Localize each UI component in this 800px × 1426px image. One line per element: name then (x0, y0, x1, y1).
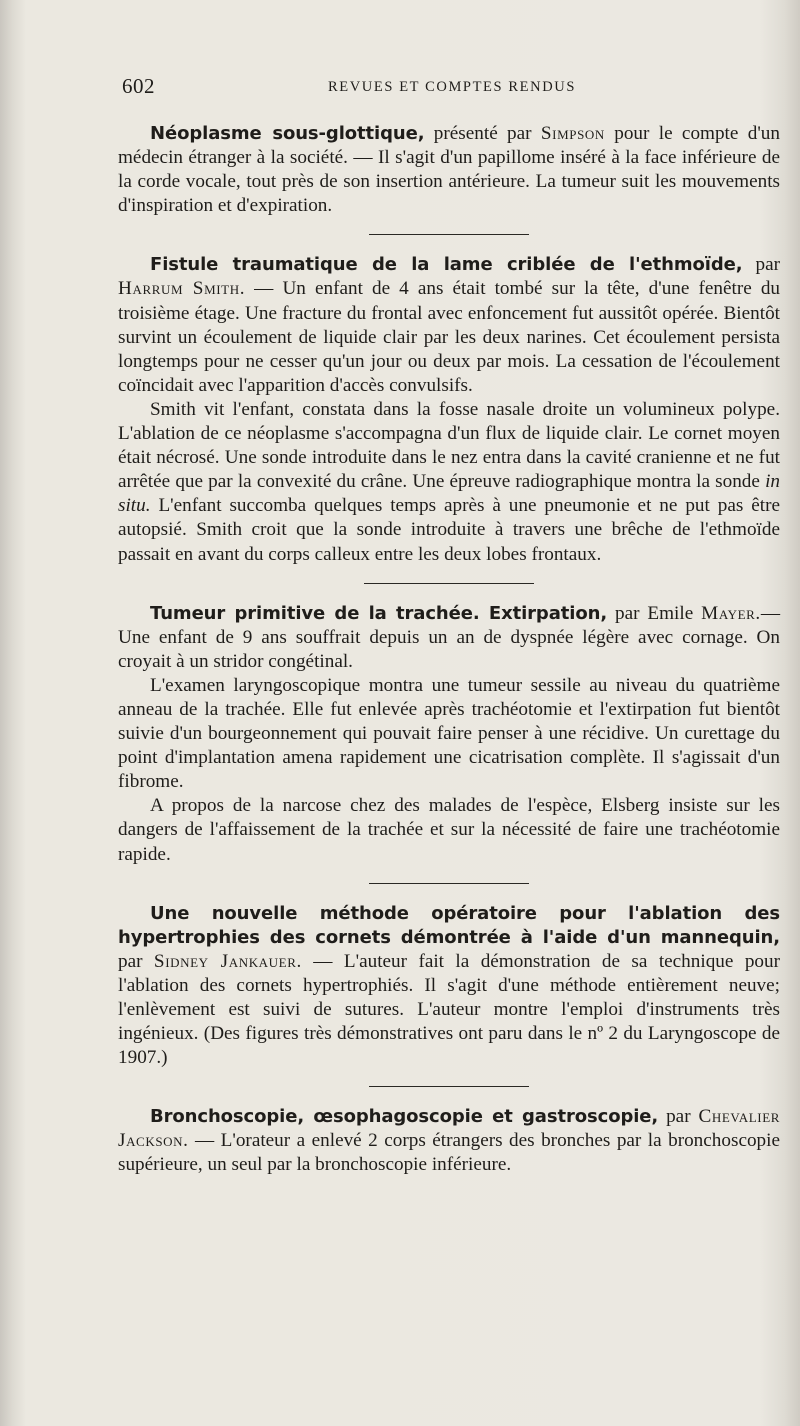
article-1-text-1: pour le compte d'un médecin étranger à la société. — Il s'agit d'un papillome inséré à la face inférieure de la corde vocale, tout près de son insertion antérieure. La tumeur suit les mouvements d'inspiration et d'expiration. (118, 123, 780, 217)
article-2-italic-in-situ: in situ. (118, 471, 780, 517)
page-header (122, 74, 782, 104)
article-3-author: Mayer. (701, 602, 761, 624)
article-1-heading: Néoplasme sous-glottique, (150, 123, 425, 144)
article-2-paragraph-1 (118, 253, 780, 398)
article-5-heading: Bronchoscopie, œsophagoscopie et gastroscopie, (150, 1106, 659, 1128)
article-3-heading: Tumeur primitive de la trachée. Extirpation, (150, 602, 608, 624)
article-3-text-1: — Une enfant de 9 ans souffrait depuis un an de dyspnée légère avec cornage. On croyait à un stridor congétinal. (118, 602, 780, 672)
section-divider (364, 583, 534, 584)
article-body (118, 122, 780, 1178)
article-5-intro: par (658, 1106, 699, 1128)
article-2-author: Harrum Smith. (118, 278, 246, 300)
section-divider (369, 234, 529, 235)
article-1-author: Simpson (540, 123, 605, 144)
article-3-paragraph-1 (118, 602, 780, 674)
article-3-paragraph-2 (118, 674, 780, 794)
article-2-paragraph-2 (118, 398, 780, 567)
article-5-author: Chevalier Jackson. (118, 1106, 781, 1152)
article-2-heading: Fistule traumatique de la lame criblée de l'ethmoïde, (150, 254, 743, 276)
running-title: REVUES ET COMPTES RENDUS (328, 79, 577, 95)
article-4-heading: Une nouvelle méthode opératoire pour l'ablation des hypertrophies des cornets démontrée à l'aide d'un mannequin, (118, 902, 780, 948)
page-number: 602 (122, 74, 155, 98)
article-5-paragraph-1 (118, 1105, 780, 1177)
article-4-text-1: — L'auteur fait la démonstration de sa technique pour l'ablation des cornets hypertrophiés. Il s'agit d'une méthode entièrement neuve; l'enlèvement est suivi de sutures. L'auteur montre l'emploi d'instruments très ingénieux. (Des figures très démonstratives ont paru dans le nº 2 du Laryngoscope de 1907.) (118, 950, 780, 1069)
article-1-intro: présenté par (424, 123, 541, 144)
article-4-author: Sidney Jankauer. (153, 950, 302, 972)
article-2-text-1: — Un enfant de 4 ans était tombé sur la tête, d'une fenêtre du troisième étage. Une fracture du frontal avec enfoncement fut aussitôt opérée. Bientôt survint un écoulement de liquide clair par les deux narines. Cet écoulement persista longtemps pour ne cesser qu'un jour ou deux par mois. La cessation de l'écoulement coïncidait avec l'apparition d'accès convulsifs. (118, 278, 781, 396)
article-3-text-3: A propos de la narcose chez des malades de l'espèce, Elsberg insiste sur les dangers de l'affaissement de la trachée et sur la nécessité de faire une trachéotomie rapide. (118, 795, 780, 865)
article-3-intro: par Emile (607, 602, 702, 624)
section-divider (369, 883, 529, 884)
article-3-paragraph-3 (118, 794, 780, 866)
article-1-paragraph-1 (118, 122, 780, 218)
article-2-text-2: Smith vit l'enfant, constata dans la fosse nasale droite un volumineux polype. L'ablation de ce néoplasme s'accompagna d'un flux de liquide clair. Le cornet moyen était nécrosé. Une sonde introduite dans le nez entra dans la cavité cranienne et ne fut arrêtée que par la convexité du crâne. Une épreuve radiographique montra la sonde (118, 398, 780, 493)
article-2-intro: par (742, 254, 780, 276)
article-2-text-3: L'enfant succomba quelques temps après à une pneumonie et ne put pas être autopsié. Smith croit que la sonde introduite à travers une brêche de l'ethmoïde passait en avant du corps calleux entre les deux lobes frontaux. (118, 495, 780, 565)
section-divider (369, 1086, 529, 1087)
article-5-text-1: — L'orateur a enlevé 2 corps étrangers des bronches par la bronchoscopie supérieure, un seul par la bronchoscopie inférieure. (118, 1130, 780, 1176)
article-4-intro: par (118, 950, 154, 972)
article-3-text-2: L'examen laryngoscopique montra une tumeur sessile au niveau du quatrième anneau de la trachée. Elle fut enlevée après trachéotomie et l'extirpation fut bientôt suivie d'un bourgeonnement qui pouvait faire penser à une récidive. Un curettage du point d'implantation amena rapidement une cicatrisation complète. Il s'agissait d'un fibrome. (118, 674, 780, 793)
article-4-paragraph-1 (118, 902, 780, 1071)
